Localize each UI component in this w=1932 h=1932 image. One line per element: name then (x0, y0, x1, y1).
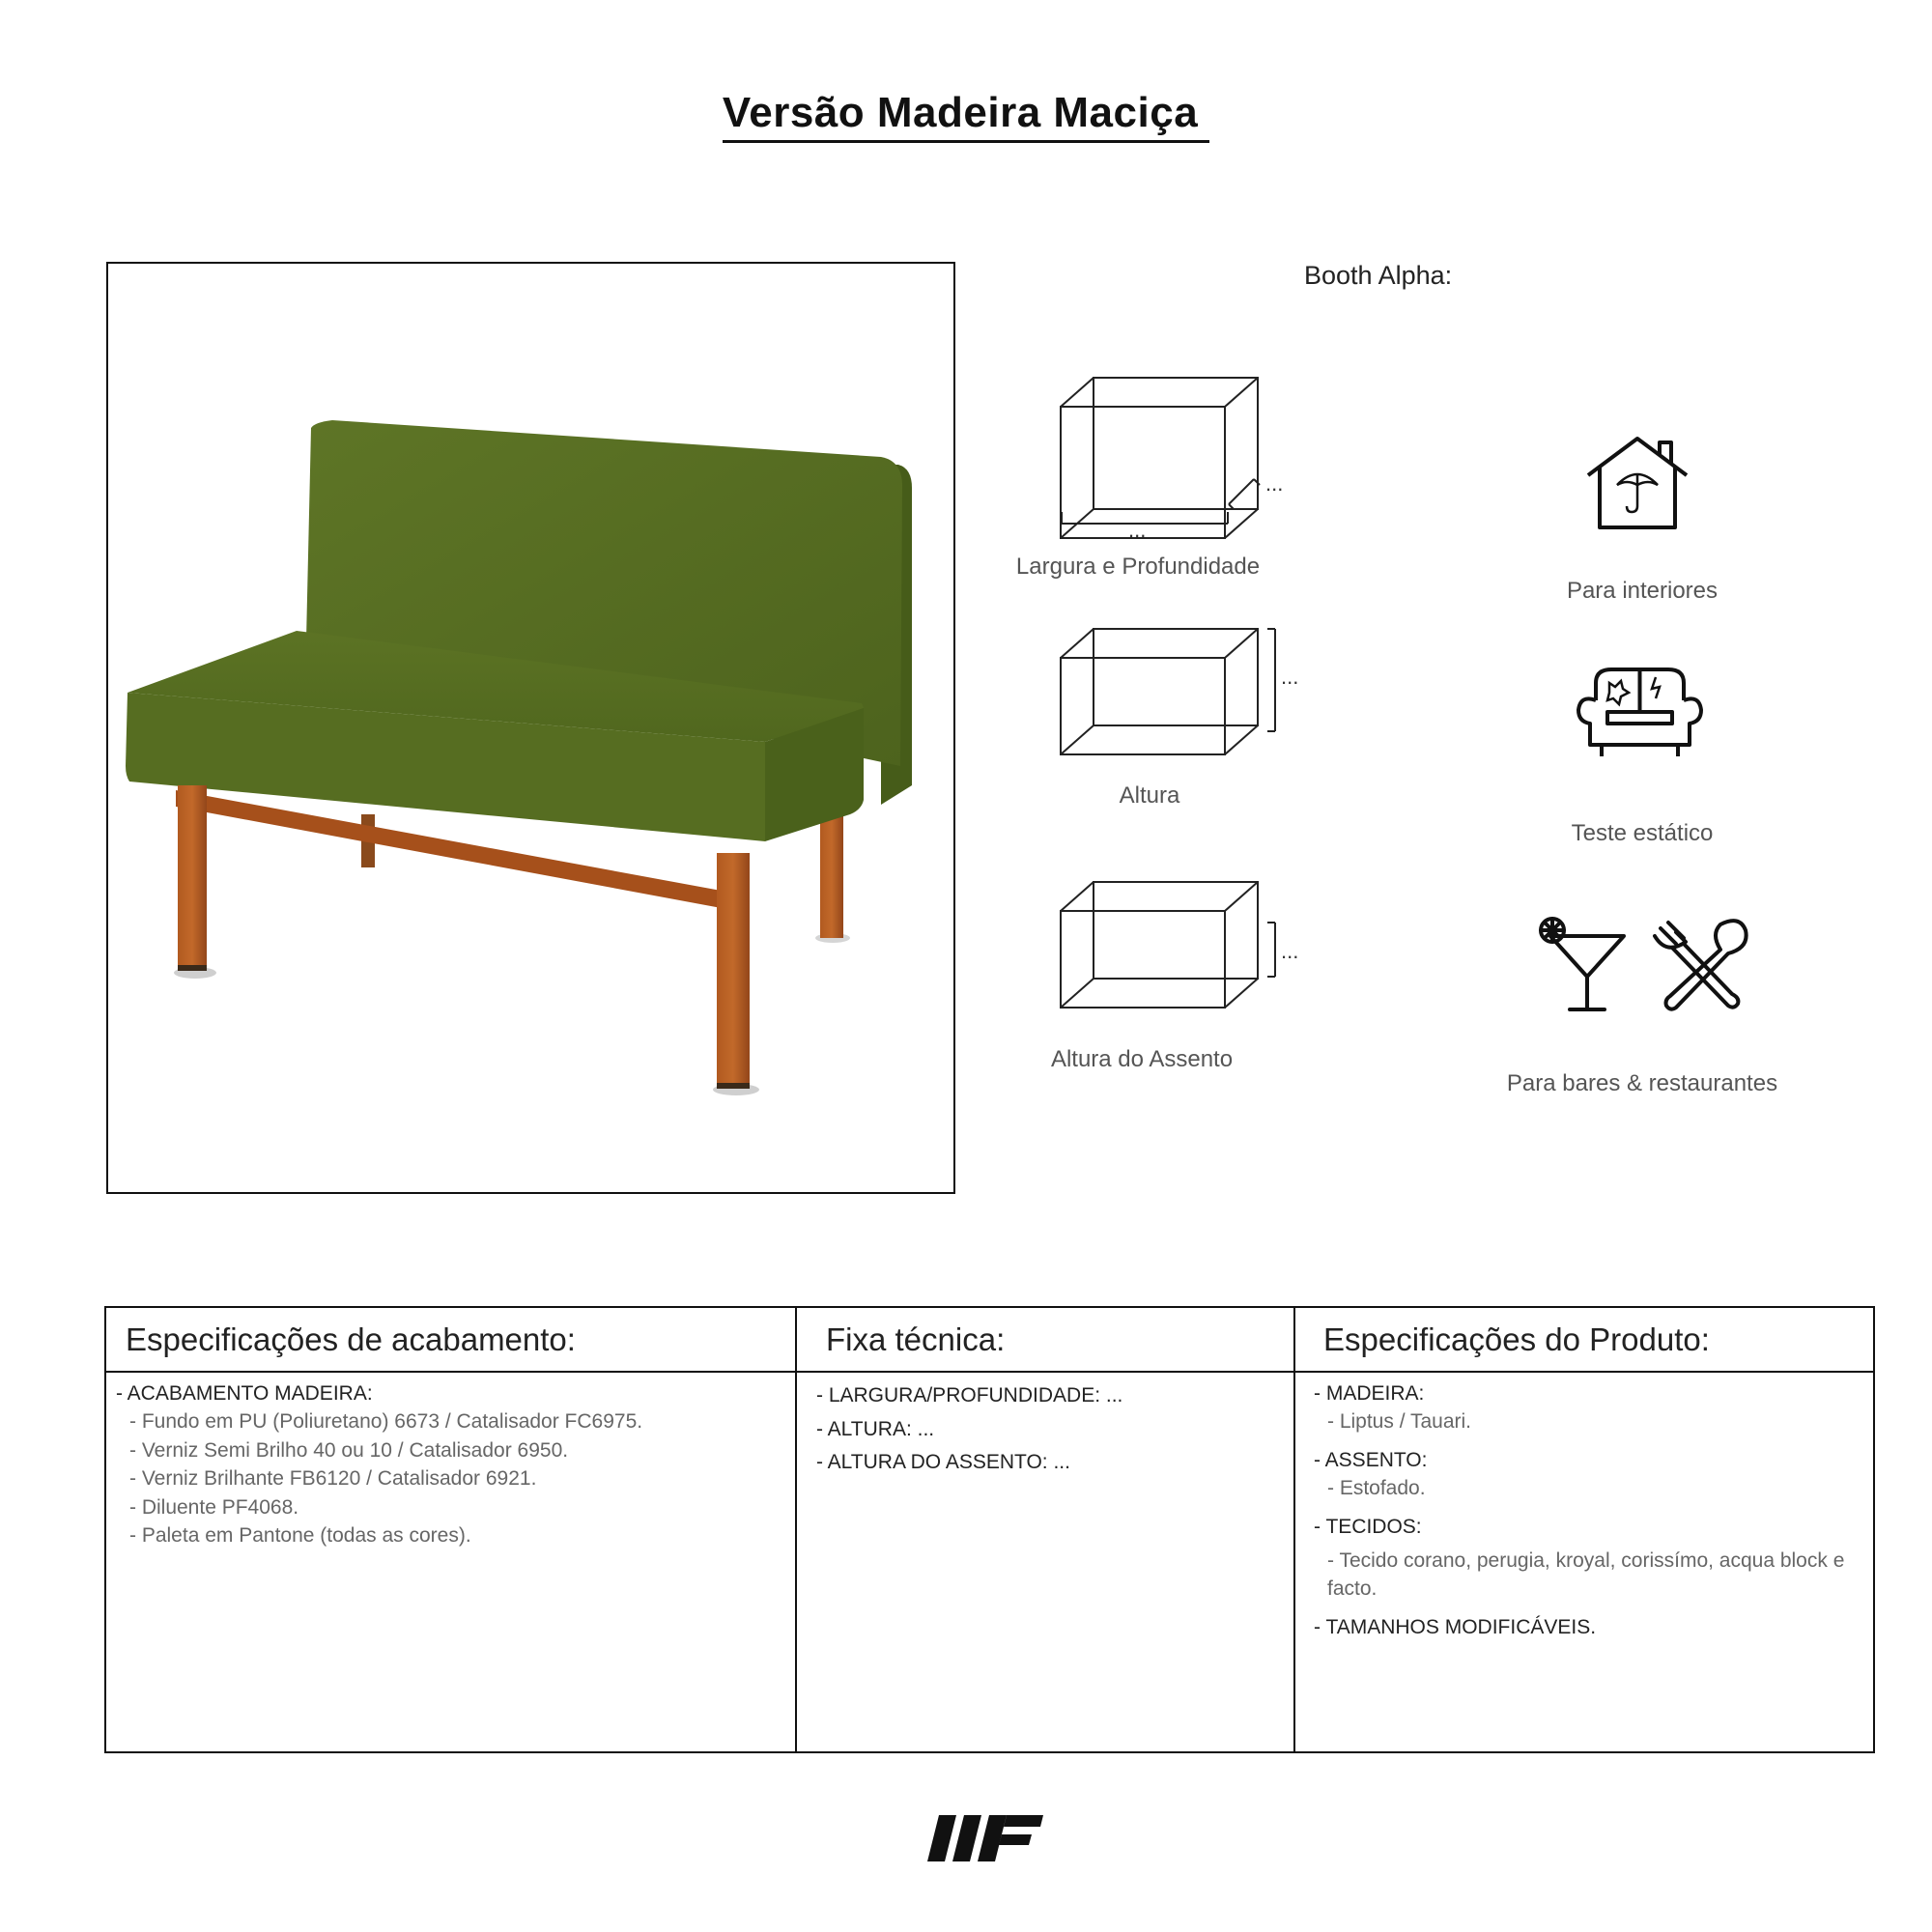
product-specs-body (1314, 1379, 1855, 1641)
page-title: Versão Madeira Maciça (0, 89, 1932, 137)
finishing-item: - Verniz Semi Brilho 40 ou 10 / Catalisador 6950. (129, 1438, 569, 1462)
seat-height-box-icon (1053, 876, 1304, 1016)
finishing-group-label: - ACABAMENTO MADEIRA: (116, 1382, 373, 1405)
technical-item: - ALTURA: ... (816, 1417, 935, 1440)
width-depth-label: Largura e Profundidade (1015, 554, 1261, 580)
seat-height-label: Altura do Assento (1050, 1046, 1234, 1072)
finishing-specs-body (116, 1379, 782, 1549)
house-umbrella-icon (1584, 435, 1690, 531)
height-box-icon (1053, 623, 1304, 768)
technical-item: - LARGURA/PROFUNDIDADE: ... (816, 1384, 1123, 1406)
technical-item: - ALTURA DO ASSENTO: ... (816, 1451, 1070, 1474)
column-divider (1293, 1308, 1295, 1751)
bench-image (108, 264, 953, 1192)
feature-bars-restaurants-label: Para bares & restaurantes (1506, 1070, 1778, 1096)
seat-label: - ASSENTO: (1314, 1448, 1428, 1471)
product-specs-heading: Especificações do Produto: (1323, 1321, 1710, 1357)
technical-sheet-body (816, 1379, 1280, 1480)
table-header-divider (106, 1371, 1873, 1373)
feature-static-test-label: Teste estático (1571, 820, 1714, 846)
finishing-item: - Verniz Brilhante FB6120 / Catalisador 6921. (129, 1467, 537, 1491)
column-divider (795, 1308, 797, 1751)
height-value: ... (1281, 665, 1299, 689)
product-name: Booth Alpha: (1304, 261, 1453, 290)
feature-indoor-label: Para interiores (1566, 578, 1719, 604)
technical-sheet-heading: Fixa técnica: (826, 1321, 1006, 1357)
seat-height-value: ... (1281, 939, 1299, 963)
modifiable-sizes: - TAMANHOS MODIFICÁVEIS. (1314, 1615, 1597, 1638)
wood-value: - Liptus / Tauari. (1327, 1410, 1472, 1434)
height-label: Altura (1119, 782, 1180, 809)
finishing-item: - Diluente PF4068. (129, 1495, 299, 1519)
cocktail-cutlery-icon (1531, 913, 1753, 1014)
depth-dimension-line (1227, 471, 1265, 510)
finishing-item: - Fundo em PU (Poliuretano) 6673 / Catalisador FC6975. (129, 1410, 643, 1434)
depth-value: ... (1265, 471, 1284, 496)
front-left-leg (178, 785, 207, 969)
wood-label: - MADEIRA: (1314, 1382, 1425, 1405)
front-right-leg (717, 853, 750, 1087)
finishing-specs-heading: Especificações de acabamento: (126, 1321, 576, 1357)
finishing-item: - Paleta em Pantone (todas as cores). (129, 1523, 471, 1547)
brand-logo (927, 1811, 1043, 1865)
broken-sofa-icon (1575, 662, 1705, 763)
seat-value: - Estofado. (1327, 1477, 1426, 1500)
width-value: ... (1128, 518, 1147, 542)
fabrics-value: - Tecido corano, perugia, kroyal, corissímo, acqua block e facto. (1327, 1548, 1845, 1601)
fabrics-label: - TECIDOS: (1314, 1515, 1422, 1538)
spec-table (104, 1306, 1875, 1753)
product-image-frame (106, 262, 955, 1194)
